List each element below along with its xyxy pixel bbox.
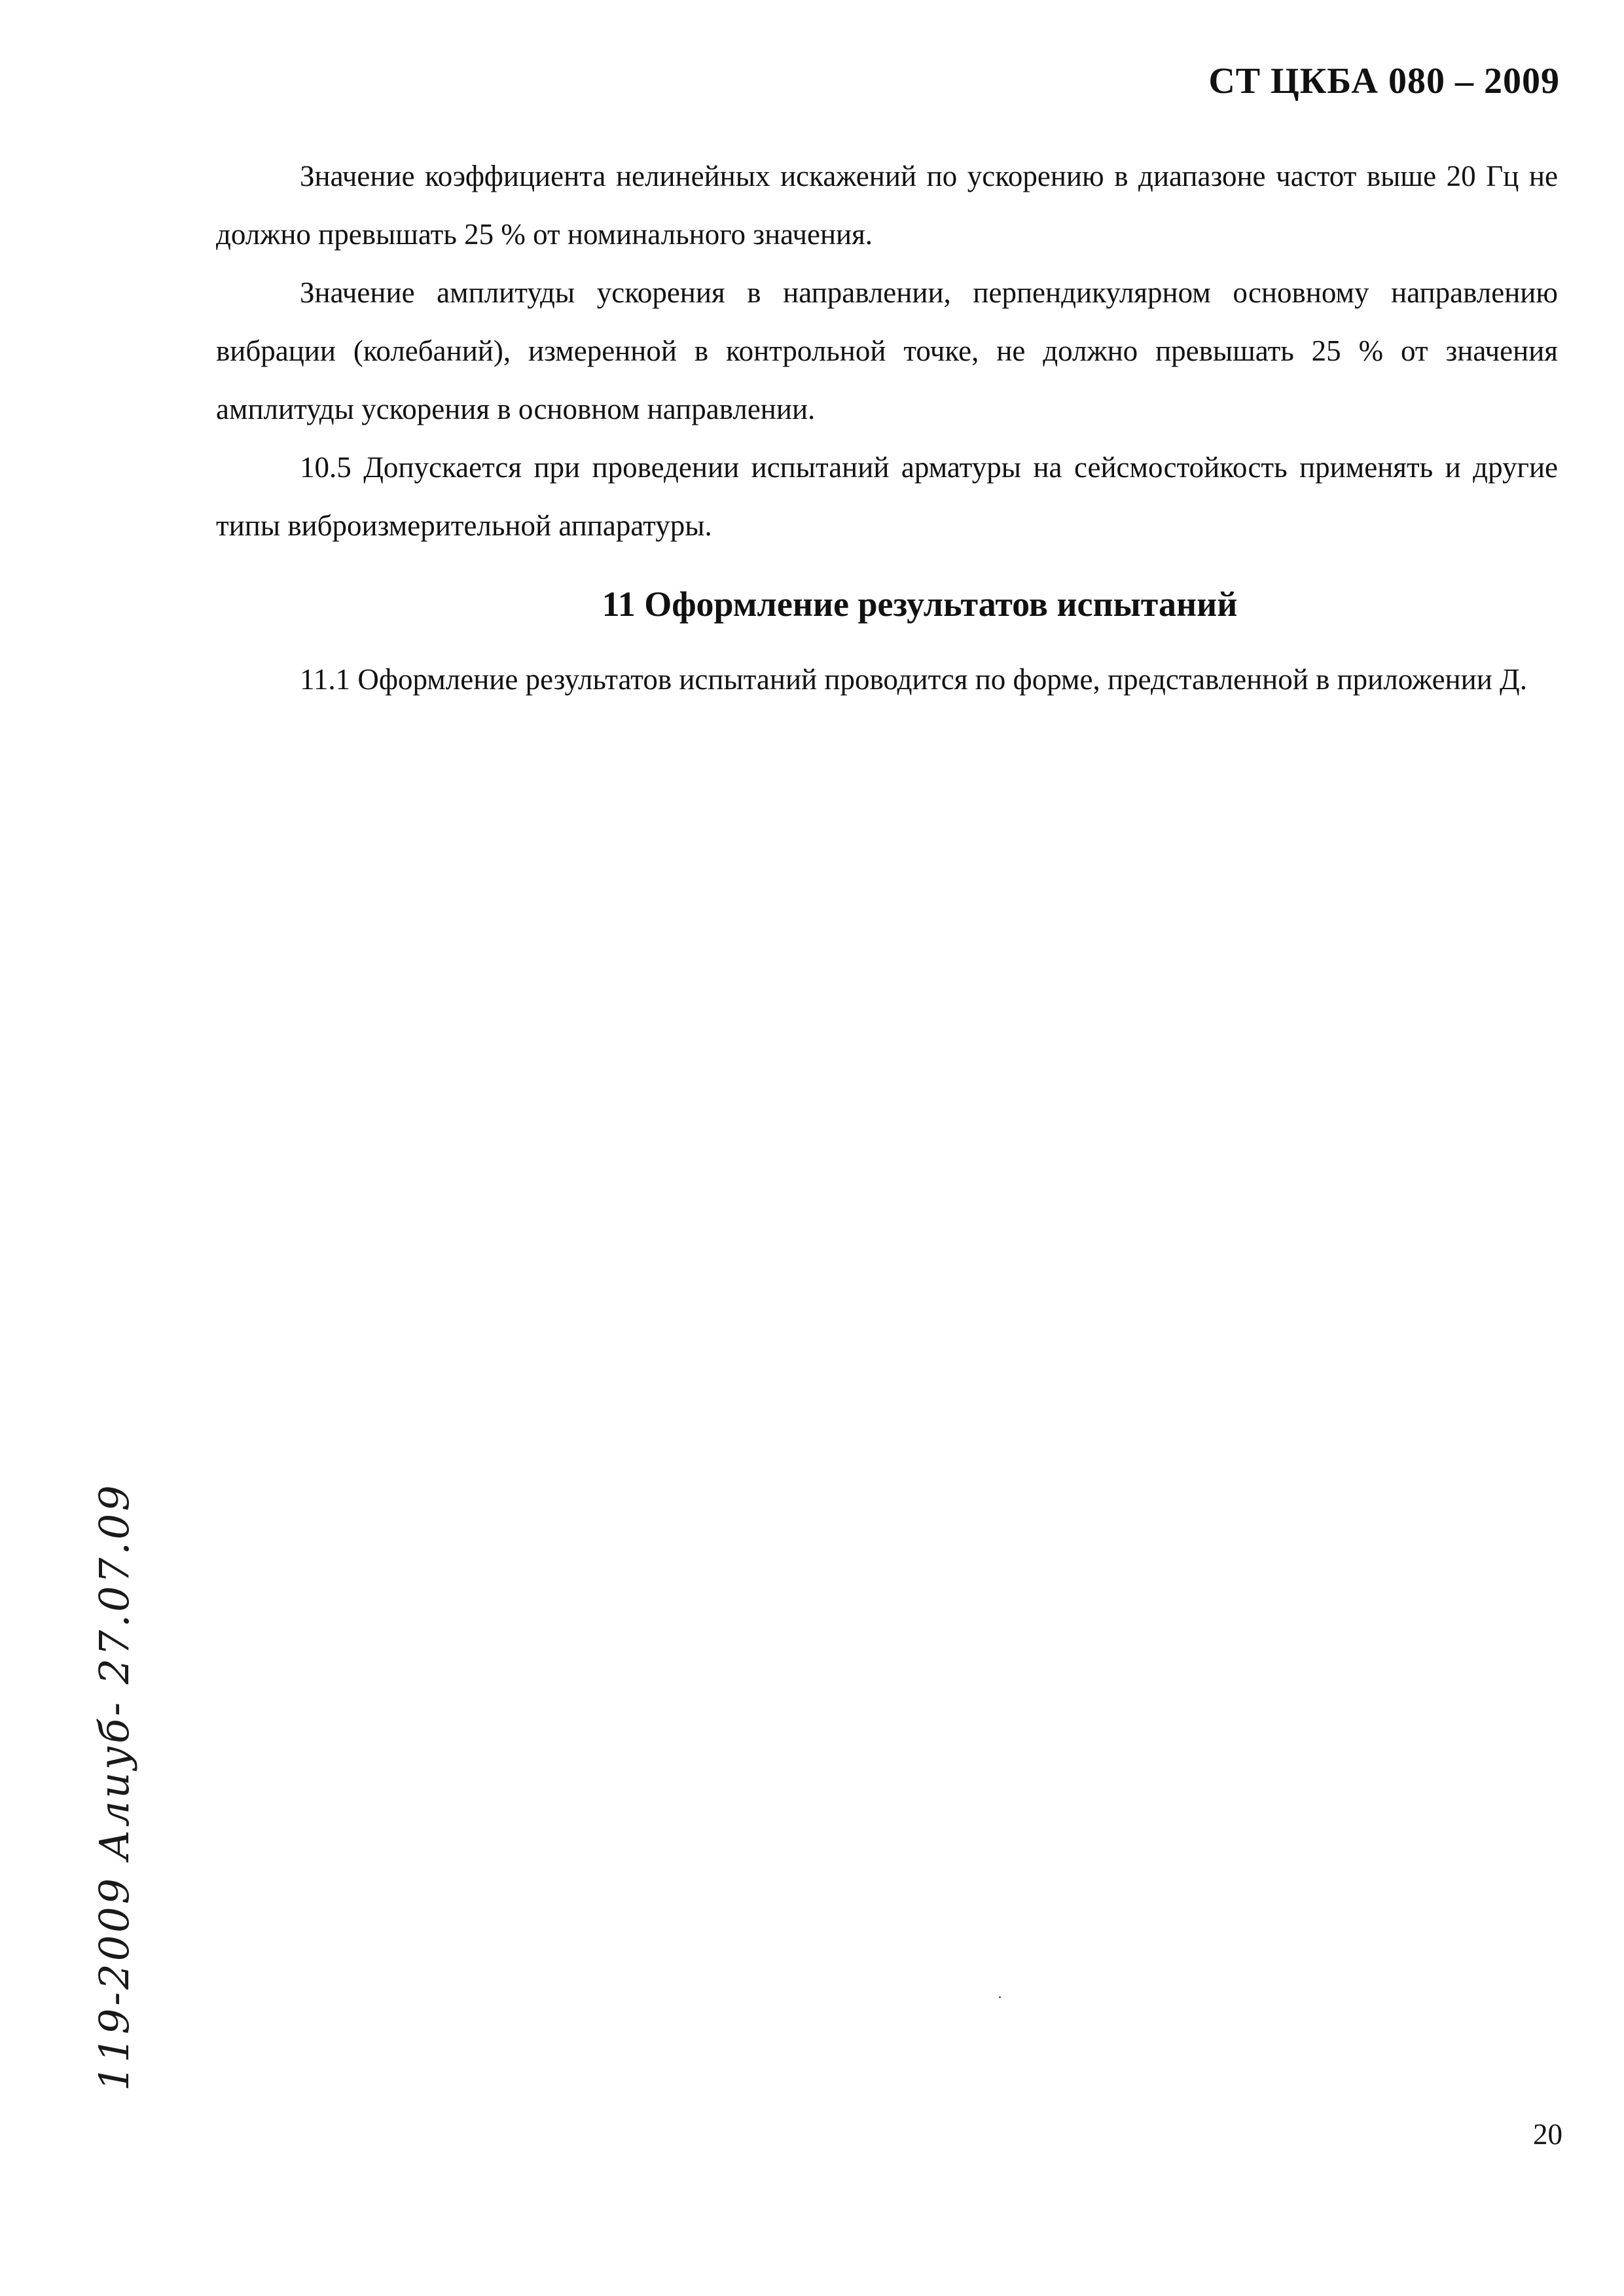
paragraph-acceleration-amplitude: Значение амплитуды ускорения в направлении, перпендикулярном основному направлению вибрации (колебаний), измеренной в контрольной точке, не должно превышать 25 % от значения амплитуды ускорения в основном направлении. [216, 276, 1558, 425]
page-number: 20 [1533, 2118, 1562, 2151]
body-text [216, 147, 1558, 709]
scan-speck [999, 1996, 1001, 1998]
handwritten-margin-note: 119-2009 Алиуб- 27.07.09 [90, 1482, 138, 2091]
paragraph-11-1: 11.1 Оформление результатов испытаний проводится по форме, представленной в приложении Д. [300, 663, 1527, 696]
section-11-heading: 11 Оформление результатов испытаний [602, 584, 1238, 624]
document-code-header: СТ ЦКБА 080 – 2009 [1208, 61, 1560, 101]
paragraph-10-5: 10.5 Допускается при проведении испытаний арматуры на сейсмостойкость применять и другие типы виброизмерительной аппаратуры. [216, 451, 1558, 542]
paragraph-nonlinear-distortion: Значение коэффициента нелинейных искажений по ускорению в диапазоне частот выше 20 Гц не должно превышать 25 % от номинального значения. [216, 160, 1558, 251]
